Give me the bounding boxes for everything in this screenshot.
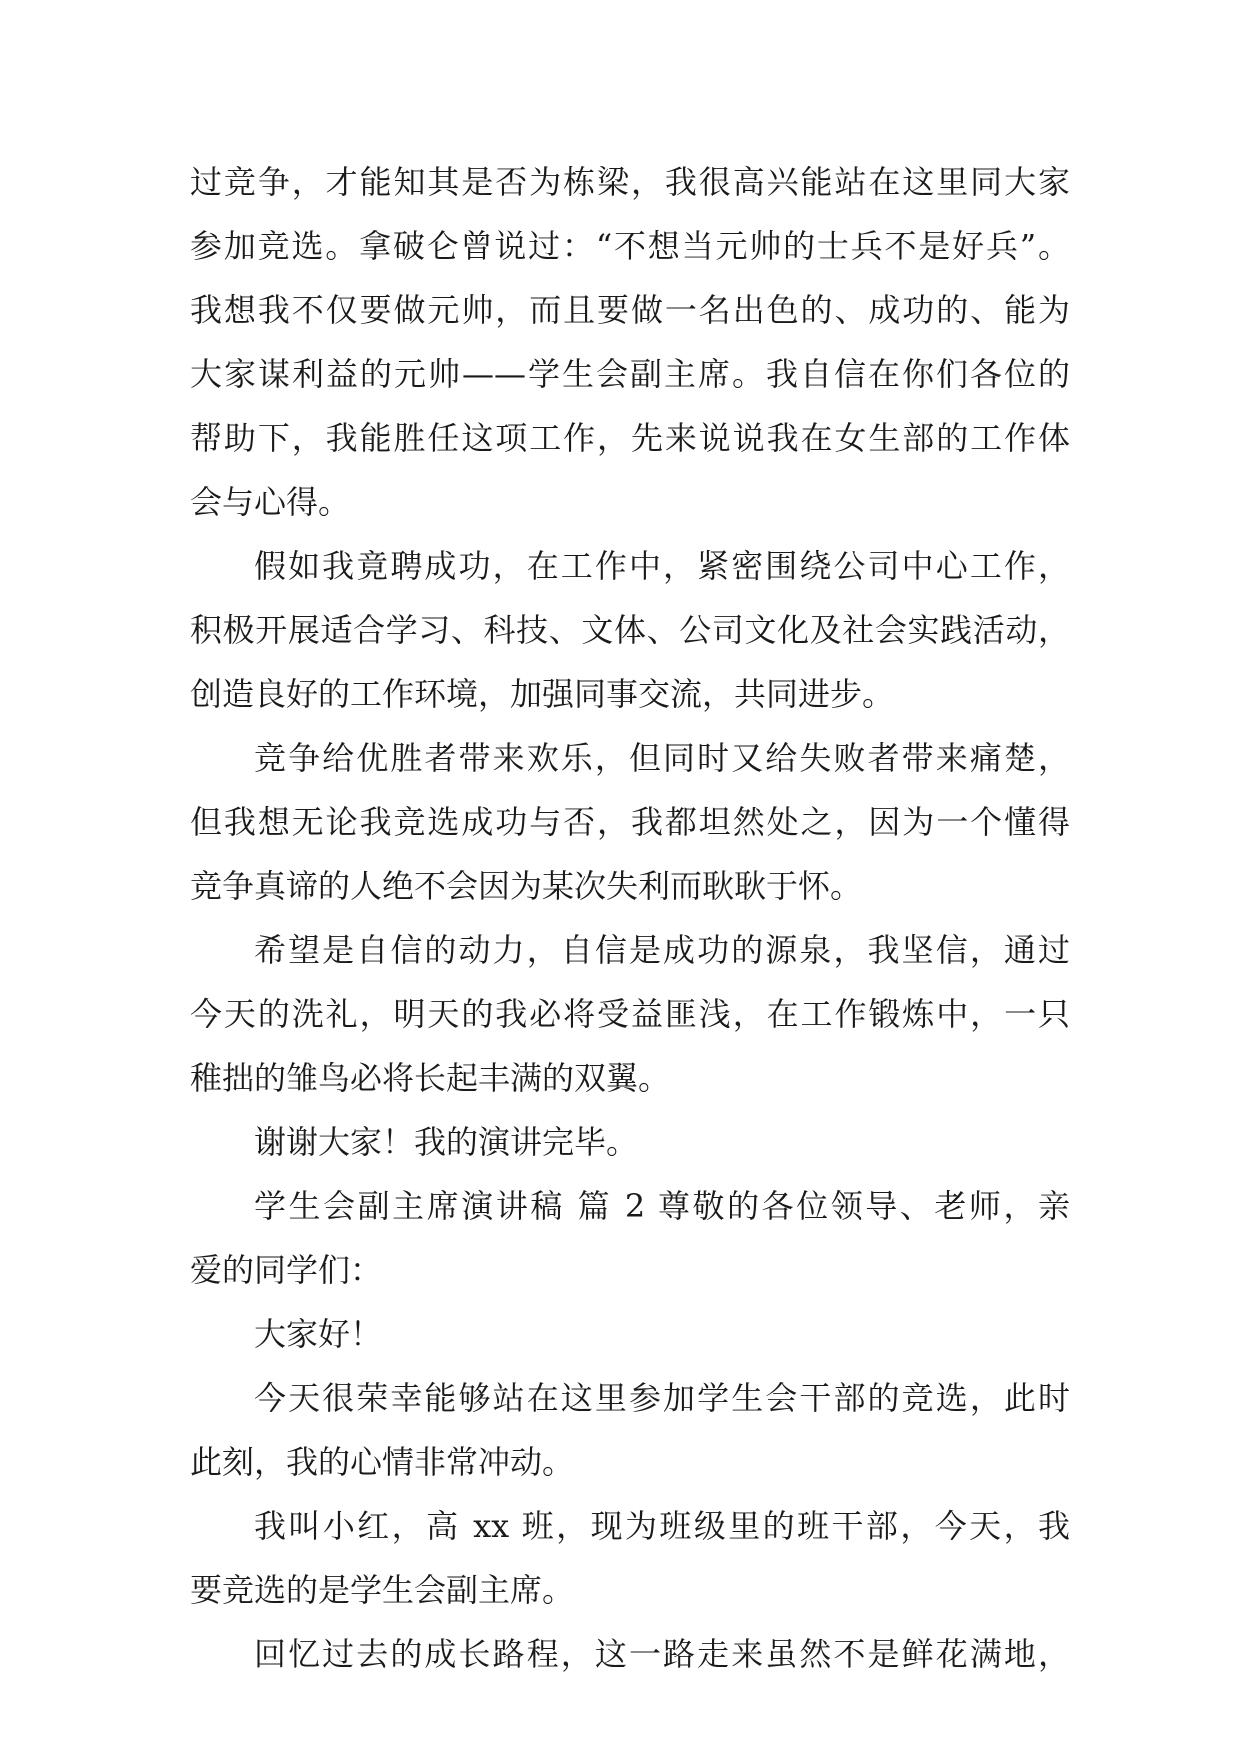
- text-line: 谢谢大家！我的演讲完毕。: [254, 1123, 639, 1161]
- text-line: 今天很荣幸能够站在这里参加学生会干部的竞选，此时: [254, 1379, 1070, 1417]
- text-line: 回忆过去的成长路程，这一路走来虽然不是鲜花满地，: [254, 1635, 1070, 1673]
- text-line: 创造良好的工作环境，加强同事交流，共同进步。: [190, 675, 895, 713]
- text-line: 大家谋利益的元帅——学生会副主席。我自信在你们各位的: [190, 355, 1070, 393]
- text-line: 我想我不仅要做元帅，而且要做一名出色的、成功的、能为: [190, 291, 1070, 329]
- text-line: 竞争真谛的人绝不会因为某次失利而耿耿于怀。: [190, 867, 863, 905]
- text-line: 竞争给优胜者带来欢乐，但同时又给失败者带来痛楚，: [254, 739, 1070, 777]
- text-line: 但我想无论我竞选成功与否，我都坦然处之，因为一个懂得: [190, 803, 1070, 841]
- text-line: 此刻，我的心情非常冲动。: [190, 1443, 575, 1481]
- text-line: 积极开展适合学习、科技、文体、公司文化及社会实践活动，: [190, 611, 1070, 649]
- text-line: 今天的洗礼，明天的我必将受益匪浅，在工作锻炼中，一只: [190, 995, 1070, 1033]
- text-line: 爱的同学们：: [190, 1251, 383, 1289]
- text-line: 希望是自信的动力，自信是成功的源泉，我坚信，通过: [254, 931, 1070, 969]
- document-page: [190, 150, 1070, 1686]
- text-line: 要竞选的是学生会副主席。: [190, 1571, 575, 1609]
- text-line: 会与心得。: [190, 483, 351, 521]
- text-line: 过竞争，才能知其是否为栋梁，我很高兴能站在这里同大家: [190, 163, 1070, 201]
- text-line: 参加竞选。拿破仑曾说过：“不想当元帅的士兵不是好兵”。: [190, 227, 1070, 265]
- text-line: 学生会副主席演讲稿 篇 2 尊敬的各位领导、老师，亲: [254, 1187, 1070, 1225]
- text-line: 稚拙的雏鸟必将长起丰满的双翼。: [190, 1059, 671, 1097]
- text-line: 大家好！: [254, 1315, 383, 1353]
- text-line: 我叫小红，高 xx 班，现为班级里的班干部，今天，我: [254, 1507, 1070, 1545]
- text-line: 帮助下，我能胜任这项工作，先来说说我在女生部的工作体: [190, 419, 1070, 457]
- text-line: 假如我竟聘成功，在工作中，紧密围绕公司中心工作，: [254, 547, 1070, 585]
